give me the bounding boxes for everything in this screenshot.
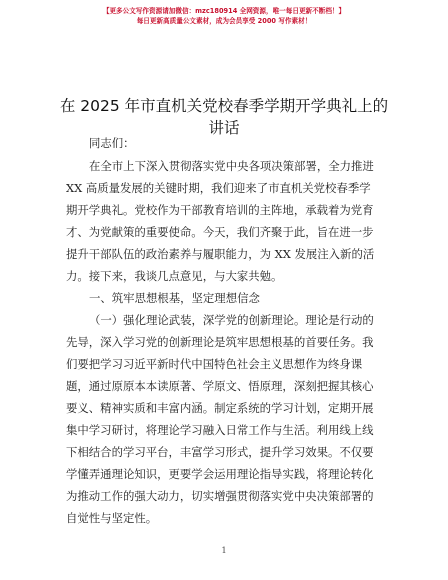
paragraph-line: 期开学典礼。党校作为干部教育培训的主阵地，承载着为党育 bbox=[66, 203, 374, 217]
paragraph-line: 才、为党献策的重要使命。今天，我们齐聚于此，旨在进一步 bbox=[66, 225, 374, 239]
header-banner-line-2: 每日更新高质量公文素材，成为会员享受 2000 写作素材！ bbox=[136, 17, 312, 25]
header-banner-line-1: 【更多公文写作资源请加微信：mzc180914 全网资源，唯一每日更新不断档！】 bbox=[102, 7, 346, 15]
paragraph-line: 们要把学习习近平新时代中国特色社会主义思想作为终身课 bbox=[66, 357, 363, 371]
document-title-line-1: 在 2025 年市直机关党校春季学期开学典礼上的 bbox=[59, 97, 389, 115]
paragraph-line: 学懂弄通理论知识，更要学会运用理论指导实践，将理论转化 bbox=[66, 467, 374, 481]
paragraph-line: 集中学习研讨，将理论学习融入日常工作与生活。利用线上线 bbox=[66, 423, 374, 437]
paragraph-line: 提升干部队伍的政治素养与履职能力，为 XX 发展注入新的活 bbox=[66, 247, 375, 261]
paragraph-line: 力。接下来，我谈几点意见，与大家共勉。 bbox=[66, 269, 283, 283]
paragraph-line: 题，通过原原本本读原著、学原文、悟原理，深刻把握其核心 bbox=[66, 379, 374, 393]
section-heading: 一、筑牢思想根基，坚定理想信念 bbox=[89, 291, 260, 305]
page-number: 1 bbox=[221, 546, 227, 555]
paragraph-line: 为推动工作的强大动力，切实增强贯彻落实党中央决策部署的 bbox=[66, 489, 374, 503]
paragraph-line: 在全市上下深入贯彻落实党中央各项决策部署，全力推进 bbox=[89, 159, 374, 173]
paragraph-line: 下相结合的学习平台，丰富学习形式，提升学习效果。不仅要 bbox=[66, 445, 374, 459]
paragraph-line: 自觉性与坚定性。 bbox=[66, 511, 158, 525]
paragraph-line: （一）强化理论武装，深学党的创新理论。理论是行动的 bbox=[89, 313, 374, 327]
paragraph-line: XX 高质量发展的关键时期，我们迎来了市直机关党校春季学 bbox=[66, 181, 371, 195]
document-title-line-2: 讲话 bbox=[208, 119, 240, 137]
paragraph-line: 要义、精神实质和丰富内涵。制定系统的学习计划，定期开展 bbox=[66, 401, 374, 415]
salutation: 同志们： bbox=[89, 136, 135, 150]
paragraph-line: 先导，深入学习党的创新理论是筑牢思想根基的首要任务。我 bbox=[66, 335, 374, 349]
